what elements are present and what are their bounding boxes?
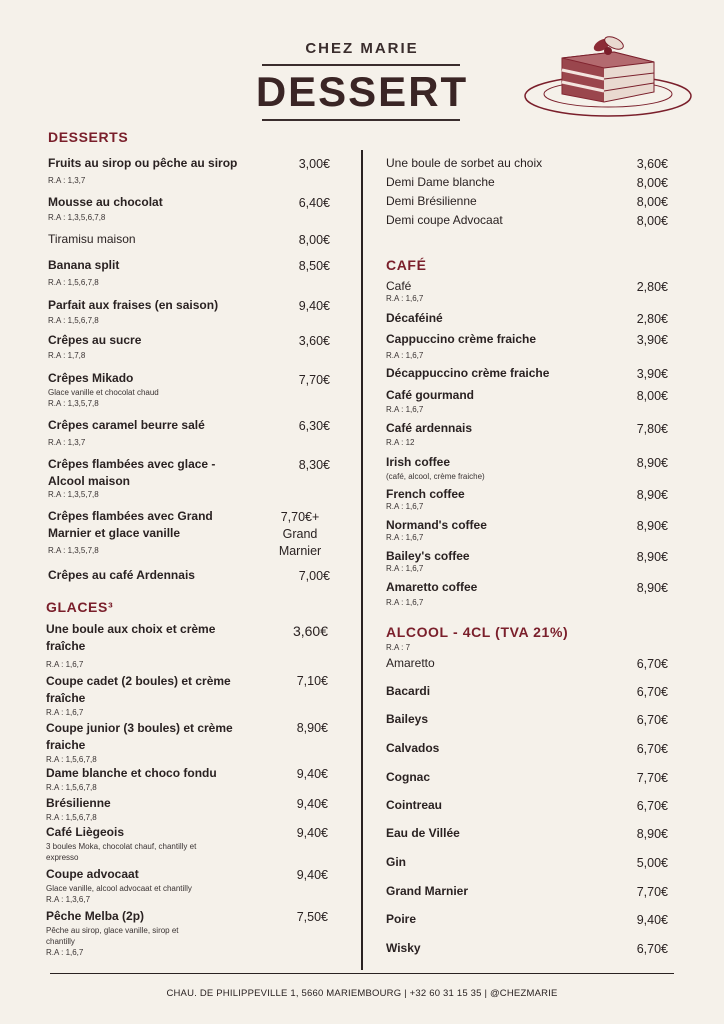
- allergen-info: R.A : 1,6,7: [46, 660, 84, 669]
- menu-item: Calvados: [386, 741, 440, 755]
- menu-item: French coffee R.A : 1,6,7: [386, 486, 606, 512]
- item-price: 3,60€: [298, 334, 330, 348]
- menu-item: Irish coffee (café, alcool, crème fraiche): [386, 454, 606, 482]
- menu-item: Fruits au sirop ou pêche au sirop R.A : 1,3,7: [48, 155, 248, 186]
- menu-item: Une boule aux choix et crème fraîche R.A : 1,6,7: [46, 621, 266, 670]
- allergen-info: R.A : 1,6,7: [386, 405, 424, 414]
- item-price: 6,70€: [636, 685, 668, 699]
- item-price: 9,40€: [296, 868, 328, 882]
- menu-item: Tiramisu maison: [48, 232, 136, 246]
- allergen-info: R.A : 1,3,5,7,8: [48, 399, 99, 408]
- allergen-info: R.A : 1,3,6,7: [46, 895, 91, 904]
- menu-item: Cappuccino crème fraiche R.A : 1,6,7: [386, 331, 606, 361]
- allergen-info: R.A : 1,3,5,6,7,8: [48, 213, 106, 222]
- menu-item: Crêpes caramel beurre salé R.A : 1,3,7: [48, 417, 248, 448]
- item-price: 8,00€: [298, 233, 330, 247]
- menu-item: Bailey's coffee R.A : 1,6,7: [386, 548, 606, 574]
- menu-item: Gin: [386, 855, 406, 869]
- menu-item: Wisky: [386, 941, 421, 955]
- item-price: 8,90€: [636, 827, 668, 841]
- menu-item: Bacardi: [386, 684, 431, 698]
- menu-item: Dame blanche et choco fondu R.A : 1,5,6,7,8: [46, 765, 266, 793]
- item-description: 3 boules Moka, chocolat chauf, chantilly et: [46, 842, 197, 851]
- allergen-info: R.A : 1,3,5,7,8: [48, 546, 99, 555]
- allergen-info: R.A : 7: [386, 643, 411, 652]
- item-price: 2,80€: [636, 312, 668, 326]
- menu-item: Cognac: [386, 770, 431, 784]
- menu-item: Eau de Villée: [386, 826, 460, 840]
- allergen-info: R.A : 1,5,6,7,8: [46, 755, 97, 764]
- header-bottom-rule: [262, 119, 460, 121]
- item-price: 6,70€: [636, 657, 668, 671]
- item-price: 3,90€: [636, 333, 668, 347]
- menu-item: Crêpes au café Ardennais: [48, 568, 195, 582]
- item-price: 7,80€: [636, 422, 668, 436]
- menu-item: Crêpes flambées avec glace - Alcool maison R.A : 1,3,5,7,8: [48, 456, 268, 500]
- brand-name: CHEZ MARIE: [305, 40, 419, 57]
- allergen-info: R.A : 1,6,7: [386, 351, 424, 360]
- menu-item: Amaretto coffee R.A : 1,6,7: [386, 579, 606, 608]
- menu-item: Café R.A : 1,6,7: [386, 278, 606, 304]
- menu-item: Crêpes flambées avec Grand Marnier et glace vanille R.A : 1,3,5,7,8: [48, 508, 268, 556]
- allergen-info: R.A : 1,6,7: [46, 708, 84, 717]
- item-price: 3,00€: [298, 157, 330, 171]
- item-price: 6,70€: [636, 799, 668, 813]
- section-title-glaces: GLACES³: [46, 599, 114, 615]
- allergen-info: R.A : 1,5,6,7,8: [48, 316, 99, 325]
- allergen-info: R.A : 1,6,7: [386, 598, 424, 607]
- menu-item: Mousse au chocolat R.A : 1,3,5,6,7,8: [48, 194, 248, 223]
- allergen-info: R.A : 1,3,7: [48, 438, 86, 447]
- item-price: 9,40€: [636, 913, 668, 927]
- allergen-info: R.A : 12: [386, 438, 415, 447]
- menu-item: Café gourmand R.A : 1,6,7: [386, 387, 606, 415]
- item-price: 8,90€: [636, 519, 668, 533]
- menu-item: Banana split R.A : 1,5,6,7,8: [48, 257, 248, 288]
- item-price: 6,70€: [636, 742, 668, 756]
- footer-rule: [50, 973, 674, 974]
- item-price: 6,70€: [636, 713, 668, 727]
- item-price: 6,30€: [298, 419, 330, 433]
- item-description: expresso: [46, 853, 79, 862]
- item-price: 8,90€: [636, 581, 668, 595]
- item-price: 8,90€: [636, 488, 668, 502]
- item-price: 8,00€: [636, 176, 668, 190]
- allergen-info: R.A : 1,6,7: [386, 564, 424, 573]
- item-price: 7,10€: [296, 674, 328, 688]
- item-price: 8,00€: [636, 195, 668, 209]
- allergen-info: R.A : 1,5,6,7,8: [48, 278, 99, 287]
- menu-item: Grand Marnier: [386, 884, 469, 898]
- menu-item: Brésilienne R.A : 1,5,6,7,8: [46, 795, 266, 823]
- menu-item: Une boule de sorbet au choix: [386, 156, 543, 170]
- menu-item: Amaretto: [386, 656, 435, 670]
- item-price: 9,40€: [296, 826, 328, 840]
- menu-item: Crêpes au sucre R.A : 1,7,8: [48, 332, 248, 361]
- item-price: 6,40€: [298, 196, 330, 210]
- item-price: 9,40€: [296, 767, 328, 781]
- allergen-info: R.A : 1,6,7: [386, 502, 424, 511]
- item-price: 9,40€: [296, 797, 328, 811]
- item-price: 3,60€: [292, 623, 328, 639]
- menu-item: Demi coupe Advocaat: [386, 213, 503, 227]
- menu-item: Demi Dame blanche: [386, 175, 495, 189]
- item-price: 8,90€: [636, 456, 668, 470]
- menu-item: Cointreau: [386, 798, 443, 812]
- item-price: 8,90€: [296, 721, 328, 735]
- allergen-info: R.A : 1,3,7: [48, 176, 86, 185]
- item-price: 5,00€: [636, 856, 668, 870]
- item-price: 8,00€: [636, 214, 668, 228]
- item-price: 7,70€: [636, 771, 668, 785]
- item-description: Pêche au sirop, glace vanille, sirop et: [46, 926, 179, 935]
- item-description: (café, alcool, crème fraiche): [386, 472, 485, 481]
- item-price: 8,00€: [636, 389, 668, 403]
- allergen-info: R.A : 1,6,7: [46, 948, 84, 957]
- section-title-cafe: CAFÉ: [386, 257, 427, 273]
- allergen-info: R.A : 1,6,7: [386, 533, 424, 542]
- menu-item: Poire: [386, 912, 417, 926]
- column-divider: [361, 150, 363, 970]
- menu-item: Baileys: [386, 712, 429, 726]
- allergen-info: R.A : 1,5,6,7,8: [46, 783, 97, 792]
- item-description: Glace vanille, alcool advocaat et chantilly: [46, 884, 192, 893]
- item-price: 7,50€: [296, 910, 328, 924]
- menu-item: Coupe advocaat Glace vanille, alcool advocaat et chantilly R.A : 1,3,6,7: [46, 866, 266, 905]
- footer-contact: CHAU. DE PHILIPPEVILLE 1, 5660 MARIEMBOURG | +32 60 31 15 35 | @CHEZMARIE: [166, 988, 558, 999]
- menu-item: Décaféiné: [386, 311, 443, 325]
- item-price: 7,70€+ Grand Marnier: [278, 510, 322, 558]
- allergen-info: R.A : 1,3,5,7,8: [48, 490, 99, 499]
- menu-item: Normand's coffee R.A : 1,6,7: [386, 517, 606, 543]
- section-title-desserts: DESSERTS: [48, 129, 129, 145]
- allergen-info: R.A : 1,6,7: [386, 294, 424, 303]
- menu-item: Café ardennais R.A : 12: [386, 420, 606, 448]
- item-price: 9,40€: [298, 299, 330, 313]
- section-title-alcool: ALCOOL - 4CL (TVA 21%): [386, 624, 569, 640]
- menu-item: Coupe junior (3 boules) et crème fraiche R.A : 1,5,6,7,8: [46, 720, 266, 765]
- allergen-info: R.A : 1,7,8: [48, 351, 86, 360]
- menu-item: Coupe cadet (2 boules) et crème fraîche R.A : 1,6,7: [46, 673, 266, 718]
- item-price: 8,50€: [298, 259, 330, 273]
- menu-item: Décappuccino crème fraiche: [386, 366, 550, 380]
- menu-item: Crêpes Mikado Glace vanille et chocolat chaud R.A : 1,3,5,7,8: [48, 370, 248, 409]
- page-title: DESSERT: [255, 68, 469, 115]
- item-description: Glace vanille et chocolat chaud: [48, 388, 159, 397]
- menu-item: Parfait aux fraises (en saison) R.A : 1,5,6,7,8: [48, 297, 268, 326]
- item-price: 2,80€: [636, 280, 668, 294]
- item-price: 7,70€: [298, 373, 330, 387]
- allergen-info: R.A : 1,5,6,7,8: [46, 813, 97, 822]
- item-price: 3,90€: [636, 367, 668, 381]
- menu-item: Pêche Melba (2p) Pêche au sirop, glace vanille, sirop et chantilly R.A : 1,6,7: [46, 908, 266, 958]
- item-price: 7,70€: [636, 885, 668, 899]
- item-price: 6,70€: [636, 942, 668, 956]
- item-price: 8,30€: [298, 458, 330, 472]
- item-price: 7,00€: [298, 569, 330, 583]
- item-price: 8,90€: [636, 550, 668, 564]
- item-price: 3,60€: [636, 157, 668, 171]
- item-description: chantilly: [46, 937, 75, 946]
- menu-item: Café Liègeois 3 boules Moka, chocolat chauf, chantilly et expresso: [46, 824, 266, 863]
- menu-item: Demi Brésilienne: [386, 194, 477, 208]
- cake-illustration: [522, 30, 694, 118]
